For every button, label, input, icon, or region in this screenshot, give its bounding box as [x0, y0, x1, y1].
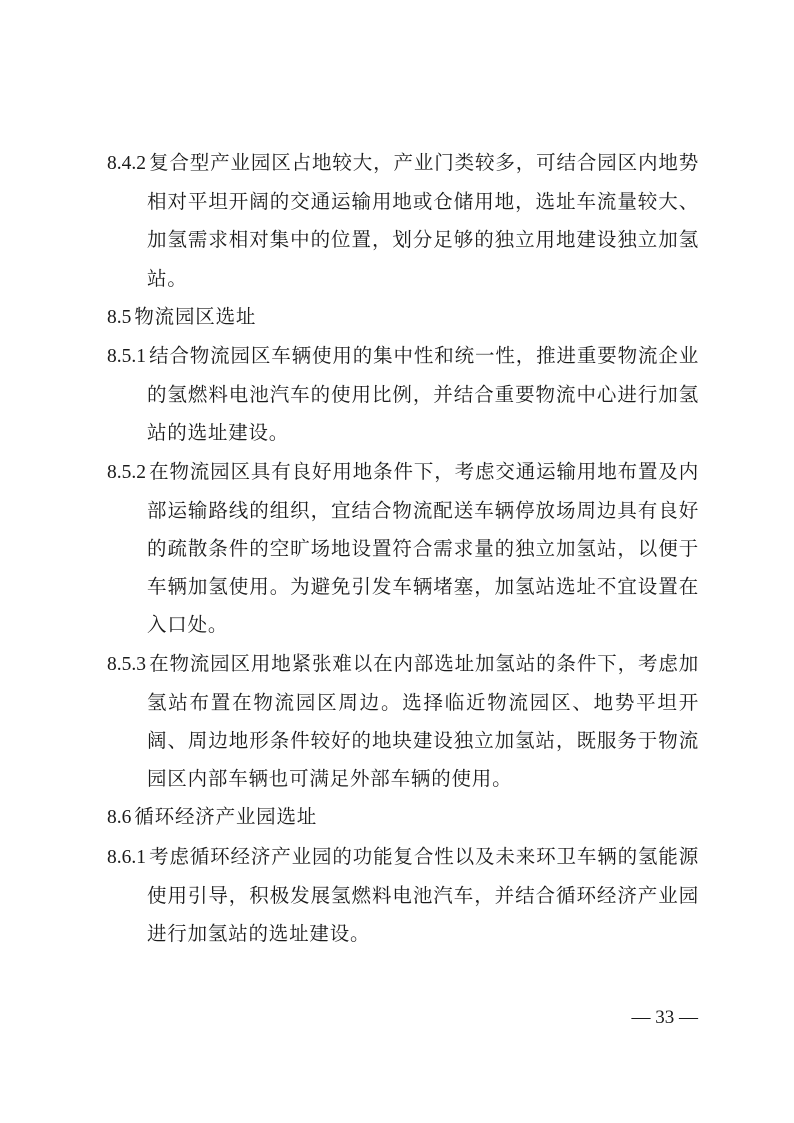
clause-number: 8.6.1	[107, 846, 146, 868]
section-title: 物流园区选址	[134, 304, 257, 328]
clause-number: 8.5.3	[107, 653, 146, 675]
section-number: 8.5	[107, 306, 132, 328]
clause-text: 考虑循环经济产业园的功能复合性以及未来环卫车辆的氢能源使用引导，积极发展氢燃料电池汽车，并结合循环经济产业园进行加氢站的选址建设。	[147, 844, 699, 946]
clause-text: 在物流园区用地紧张难以在内部选址加氢站的条件下，考虑加氢站布置在物流园区周边。选择临近物流园区、地势平坦开阔、周边地形条件较好的地块建设独立加氢站，既服务于物流园区内部车辆也可满足外部车辆的使用。	[147, 651, 699, 791]
section-number: 8.6	[107, 807, 132, 829]
clause-8-5-1	[107, 337, 699, 453]
clause-8-5-2	[107, 453, 699, 645]
clause-8-5-3	[107, 645, 699, 799]
clause-text: 在物流园区具有良好用地条件下，考虑交通运输用地布置及内部运输路线的组织，宜结合物流配送车辆停放场周边具有良好的疏散条件的空旷场地设置符合需求量的独立加氢站，以便于车辆加氢使用。为避免引发车辆堵塞，加氢站选址不宜设置在入口处。	[147, 459, 699, 637]
clause-8-4-2	[107, 144, 699, 298]
section-title: 循环经济产业园选址	[134, 805, 318, 829]
clause-8-6-1	[107, 838, 699, 954]
clause-number: 8.5.2	[107, 461, 146, 483]
clause-number: 8.4.2	[107, 153, 146, 174]
section-heading-8-6	[107, 798, 699, 837]
clause-number: 8.5.1	[107, 346, 146, 368]
section-heading-8-5	[107, 298, 699, 337]
clause-text: 结合物流园区车辆使用的集中性和统一性，推进重要物流企业的氢燃料电池汽车的使用比例，并结合重要物流中心进行加氢站的选址建设。	[147, 344, 699, 445]
document-body	[107, 144, 699, 953]
clause-text: 复合型产业园区占地较大，产业门类较多，可结合园区内地势相对平坦开阔的交通运输用地或仓储用地，选址车流量较大、加氢需求相对集中的位置，划分足够的独立用地建设独立加氢站。	[147, 151, 699, 290]
page-number: — 33 —	[631, 1007, 698, 1028]
